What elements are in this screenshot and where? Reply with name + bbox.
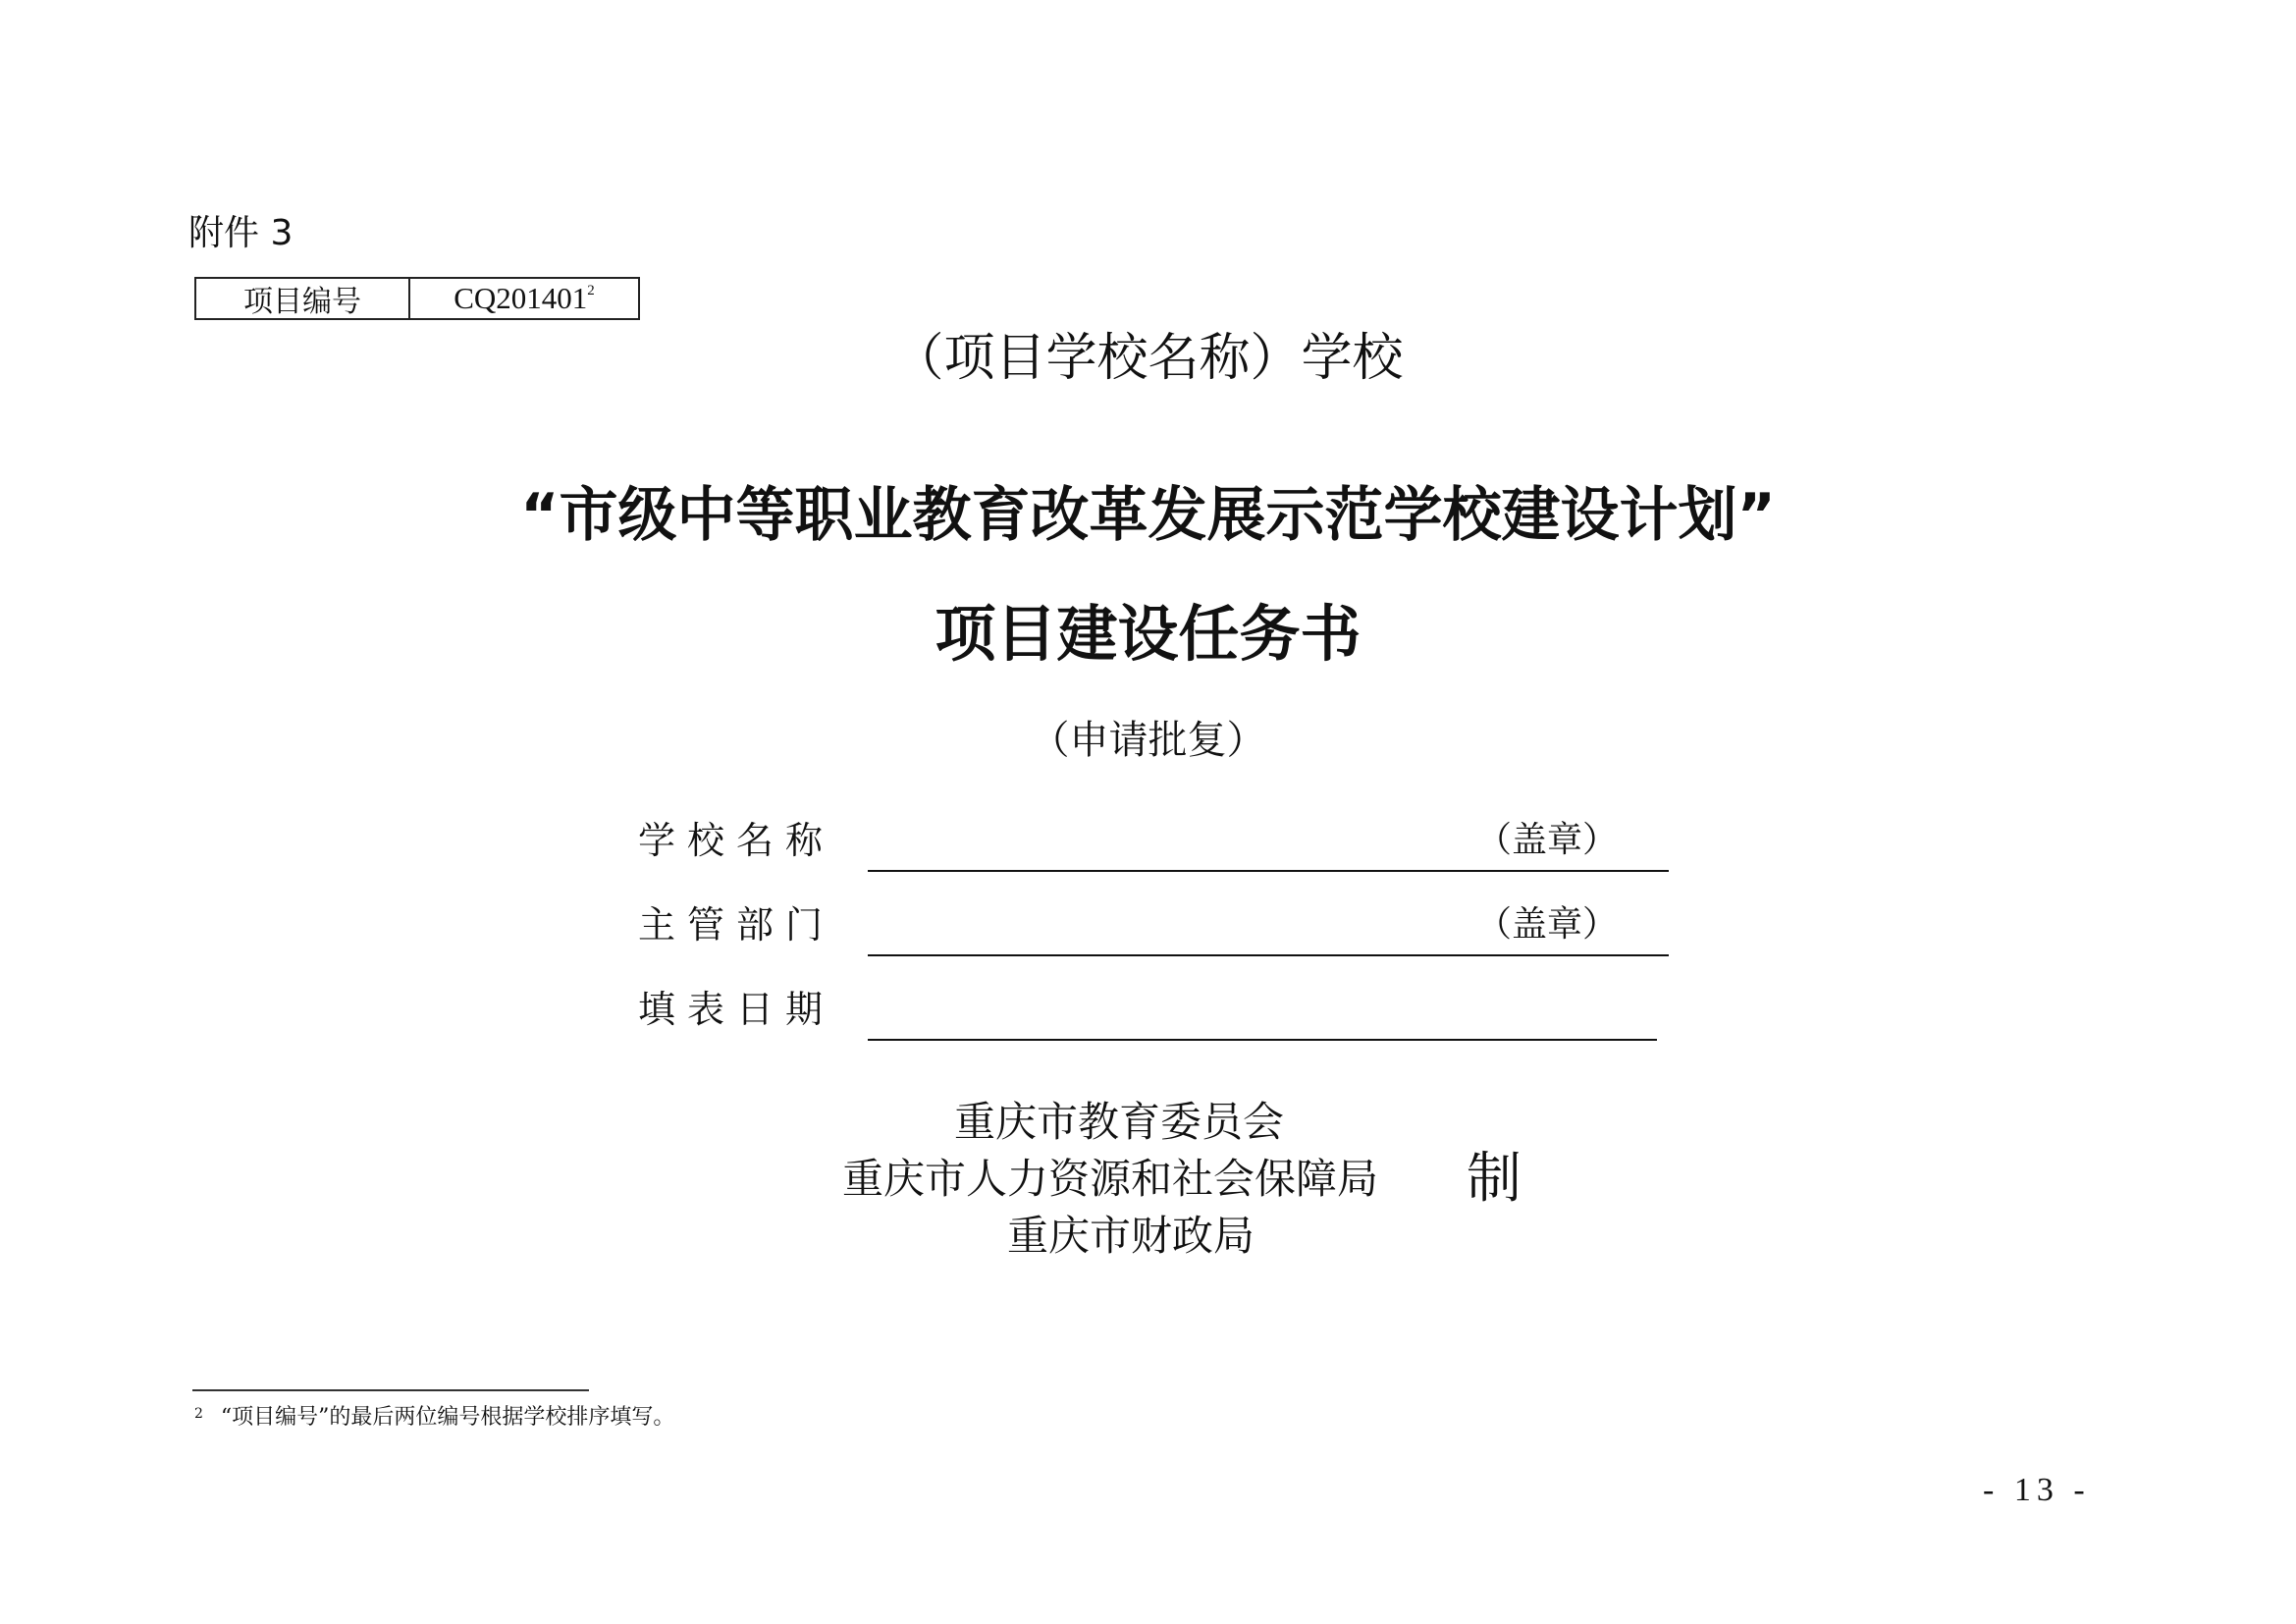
project-code-label: 项目编号 [196, 279, 410, 318]
attachment-label: 附件 3 [188, 213, 294, 253]
page-number: - 13 - [1983, 1472, 2091, 1508]
issued-suffix: 制 [1467, 1147, 1522, 1211]
issuer-education-commission: 重庆市教育委员会 [954, 1098, 1285, 1146]
footnote [194, 1402, 674, 1435]
field-row-fill-date [638, 980, 1669, 1039]
field-row-department [638, 895, 1669, 954]
issuer-finance-bureau: 重庆市财政局 [1007, 1212, 1255, 1260]
school-title: （项目学校名称）学校 [892, 329, 1404, 388]
footnote-marker: 2 [194, 1406, 203, 1422]
project-code-value-cell [410, 279, 638, 318]
footnote-divider [192, 1389, 589, 1391]
stamp-note-department: （盖章） [1475, 904, 1618, 945]
issuer-human-resources-bureau: 重庆市人力资源和社会保障局 [842, 1155, 1379, 1203]
plan-title: “市级中等职业教育改革发展示范学校建设计划” [520, 481, 1776, 550]
project-code-value: CQ201401 [454, 281, 588, 315]
field-label-fill-date: 填表日期 [638, 988, 835, 1031]
footnote-text: “项目编号”的最后两位编号根据学校排序填写。 [220, 1405, 675, 1430]
task-title: 项目建设任务书 [934, 598, 1362, 670]
fill-date-input-line[interactable] [868, 980, 1657, 1041]
field-label-school-name: 学校名称 [638, 819, 835, 862]
project-code-table [194, 277, 640, 320]
application-note: （申请批复） [1030, 718, 1266, 763]
footnote-reference: 2 [587, 282, 595, 298]
field-label-department: 主管部门 [638, 903, 835, 947]
field-row-school-name [638, 811, 1669, 870]
stamp-note-school-name: （盖章） [1475, 820, 1618, 860]
